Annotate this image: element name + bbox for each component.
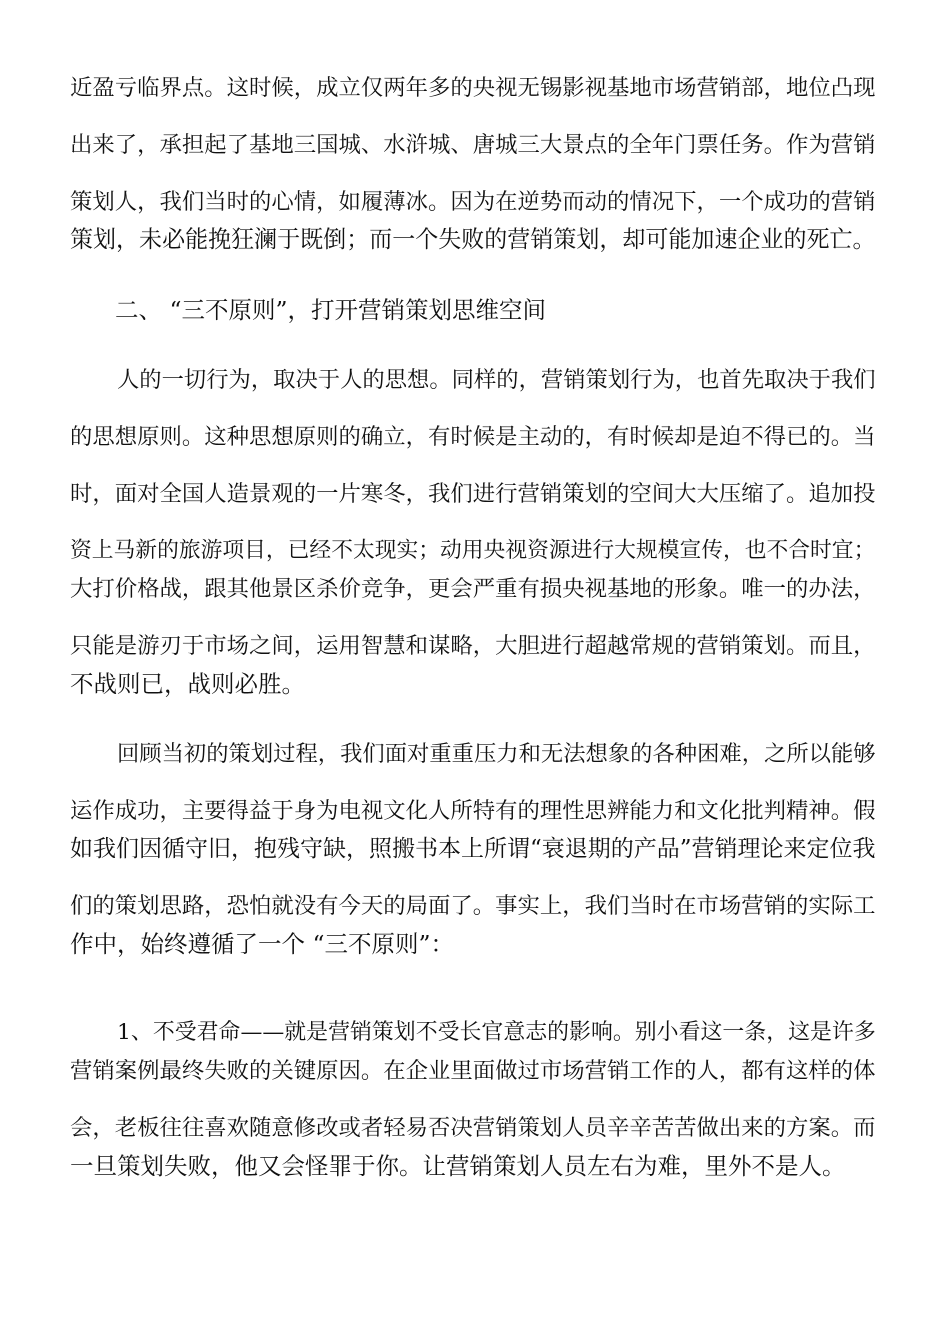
- paragraph-3-line-3: 如我们因循守旧，抱残守缺，照搬书本上所谓“衰退期的产品”营销理论来定位我: [70, 836, 876, 862]
- paragraph-1-line-2: 出来了，承担起了基地三国城、水浒城、唐城三大景点的全年门票任务。作为营销: [70, 132, 876, 158]
- paragraph-2-line-7: 不战则已，战则必胜。: [70, 670, 305, 698]
- paragraph-3-line-2: 运作成功，主要得益于身为电视文化人所特有的理性思辨能力和文化批判精神。假: [70, 798, 876, 824]
- paragraph-2-line-4: 资上马新的旅游项目，已经不太现实；动用央视资源进行大规模宣传，也不合时宜；: [70, 538, 876, 563]
- paragraph-4-line-2: 营销案例最终失败的关键原因。在企业里面做过市场营销工作的人，都有这样的体: [70, 1058, 876, 1084]
- paragraph-2-line-2: 的思想原则。这种思想原则的确立，有时候是主动的，有时候却是迫不得已的。当: [70, 424, 876, 450]
- paragraph-2-line-1: 人的一切行为，取决于人的思想。同样的，营销策划行为，也首先取决于我们: [117, 367, 876, 393]
- paragraph-4-line-1: 1、不受君命——就是营销策划不受长官意志的影响。别小看这一条，这是许多: [117, 1020, 876, 1045]
- paragraph-3-line-5: 作中，始终遵循了一个 “三不原则”：: [70, 930, 454, 958]
- paragraph-4-line-4: 一旦策划失败，他又会怪罪于你。让营销策划人员左右为难，里外不是人。: [70, 1152, 846, 1180]
- paragraph-1-line-3: 策划人，我们当时的心情，如履薄冰。因为在逆势而动的情况下，一个成功的营销: [70, 189, 876, 215]
- paragraph-2-line-6: 只能是游刃于市场之间，运用智慧和谋略，大胆进行超越常规的营销策划。而且，: [70, 633, 876, 659]
- paragraph-3-line-1: 回顾当初的策划过程，我们面对重重压力和无法想象的各种困难，之所以能够: [117, 741, 876, 767]
- paragraph-4-line-3: 会，老板往往喜欢随意修改或者轻易否决营销策划人员辛辛苦苦做出来的方案。而: [70, 1115, 876, 1141]
- paragraph-2-line-5: 大打价格战，跟其他景区杀价竞争，更会严重有损央视基地的形象。唯一的办法，: [70, 576, 876, 602]
- paragraph-2-line-3: 时，面对全国人造景观的一片寒冬，我们进行营销策划的空间大大压缩了。追加投: [70, 481, 876, 507]
- section-heading: 二、 “三不原则”，打开营销策划思维空间: [115, 296, 546, 324]
- paragraph-3-line-4: 们的策划思路，恐怕就没有今天的局面了。事实上，我们当时在市场营销的实际工: [70, 893, 876, 919]
- paragraph-1-line-1: 近盈亏临界点。这时候，成立仅两年多的央视无锡影视基地市场营销部，地位凸现: [70, 75, 876, 101]
- paragraph-1-line-4: 策划，未必能挽狂澜于既倒；而一个失败的营销策划，却可能加速企业的死亡。: [70, 227, 876, 253]
